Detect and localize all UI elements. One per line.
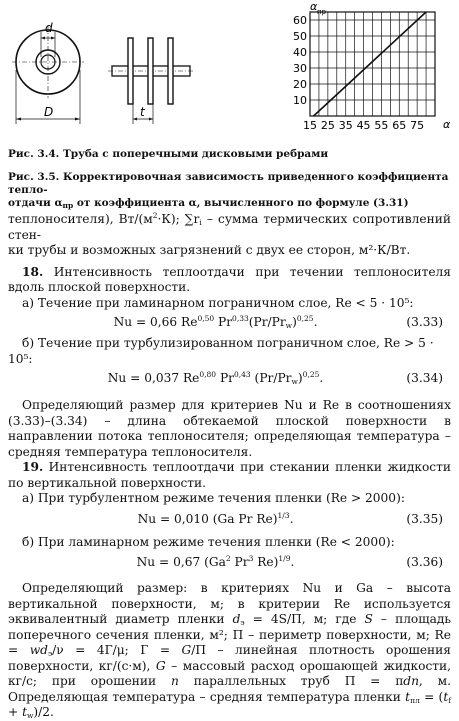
chart-xtick-label: 35 <box>338 119 353 132</box>
chart-ylabel: α <box>310 0 318 13</box>
figure-3-4-caption: Рис. 3.4. Труба с поперечными дисковыми ребрами <box>8 148 329 160</box>
label-D: D <box>44 105 54 119</box>
chart-ytick-label: 60 <box>293 14 307 27</box>
section-18a: а) Течение при ламинарном пограничном слое, Re < 5 · 10⁵: <box>22 295 414 310</box>
chart-xtick-label: 25 <box>320 119 335 132</box>
label-t: t <box>140 105 145 119</box>
chart-series <box>314 12 426 116</box>
section-18-heading: 18. Интенсивность теплоотдачи при течении теплоносителя вдоль плоской поверхности. <box>8 264 451 294</box>
chart-ytick-label: 50 <box>293 30 307 43</box>
chart-grid <box>310 12 435 116</box>
chart-xtick-label: 65 <box>392 119 407 132</box>
chart-ytick-label: 30 <box>293 62 307 75</box>
chart-ylabel-sub: пр <box>317 8 327 16</box>
chart-xtick-label: 75 <box>410 119 425 132</box>
tube-side-view <box>108 38 194 124</box>
chart-ytick-label: 20 <box>293 78 307 91</box>
chart-ytick-label: 10 <box>293 94 307 107</box>
figure-3-5-caption: Рис. 3.5. Корректировочная зависимость приведенного коэффициента тепло- отдачи $\alpha_{пр}$ от коэффициента α, вычисленного по формуле (3.31) <box>8 171 449 210</box>
chart-ytick-label: 40 <box>293 46 307 59</box>
figure-area <box>0 0 459 150</box>
chart-xlabel: α <box>443 118 451 131</box>
section-19a: а) При турбулентном режиме течения пленки (Re > 2000): <box>22 491 405 505</box>
chart-xtick-label: 15 <box>303 119 317 132</box>
section-19b: б) При ламинарном режиме течения пленки (Re < 2000): <box>22 534 395 549</box>
equation-3-33: Nu = 0,66 Re$^{0,50}$ $Pr^{0,33}(Pr/Pr_w)^{0,25}$. (3.33) <box>113 314 443 330</box>
chart-series-line <box>314 12 426 116</box>
equation-3-36: Nu = 0,67 (Ga$^2$ Pr$^3$ Re)$^{1/9}$. (3.36) <box>136 554 443 569</box>
body-text <box>8 212 451 721</box>
paragraph-continuation: теплоносителя), $Вт/(м^2\cdot К)$; $\sum r_i$ – сумма термических сопротивлений стен- ки трубы и возможных загрязнений с двух ее сторон, м²·К/Вт. <box>8 211 451 257</box>
chart-xtick-label: 55 <box>374 119 389 132</box>
paragraph-definition-2: Определяющий размер: в критериях Nu и Ga – высота вертикальной поверхности, м; в критерии Re используется эквивалентный диаметр пленки $d_э = 4S/П$, м; где S – площадь поперечного сечения пленки, м²; П – периметр поверхности, м; $Re = wd_э/\nu = 4Г/\mu$; Г = G/П – линейная плотность орошения поверхности, кг/(с·м), G – массовый расход орошающей жидкости, кг/с; при орошении n параллельных труб П = πdn, м. Определяющая температура – средняя температура пленки $t_{пл} = (t_f + t_w)/2$. <box>8 581 452 720</box>
correction-chart <box>285 0 455 150</box>
label-d: d <box>45 21 53 35</box>
chart-xtick-label: 45 <box>356 119 371 132</box>
section-18b: б) Течение при турбулизированном пограничном слое, Re > 5 · 10⁵: <box>8 336 434 366</box>
equation-3-34: Nu = 0,037 Re$^{0,80}$ Pr$^{0,43}$ $(Pr/Pr_w)^{0,25}$. (3.34) <box>107 370 443 386</box>
paragraph-definition-1: Определяющий размер для критериев Nu и Re в соотношениях (3.33)–(3.34) – длина обтекаемой плоской поверхности в направлении потока теплоносителя; определяющая температура – средняя температура теплоносителя. <box>8 398 451 459</box>
equation-3-35: Nu = 0,010 (Ga Pr Re)$^{1/3}$. (3.35) <box>137 510 443 526</box>
section-19-heading: 19. Интенсивность теплоотдачи при стекании пленки жидкости по вертикальной поверхности. <box>8 460 451 490</box>
